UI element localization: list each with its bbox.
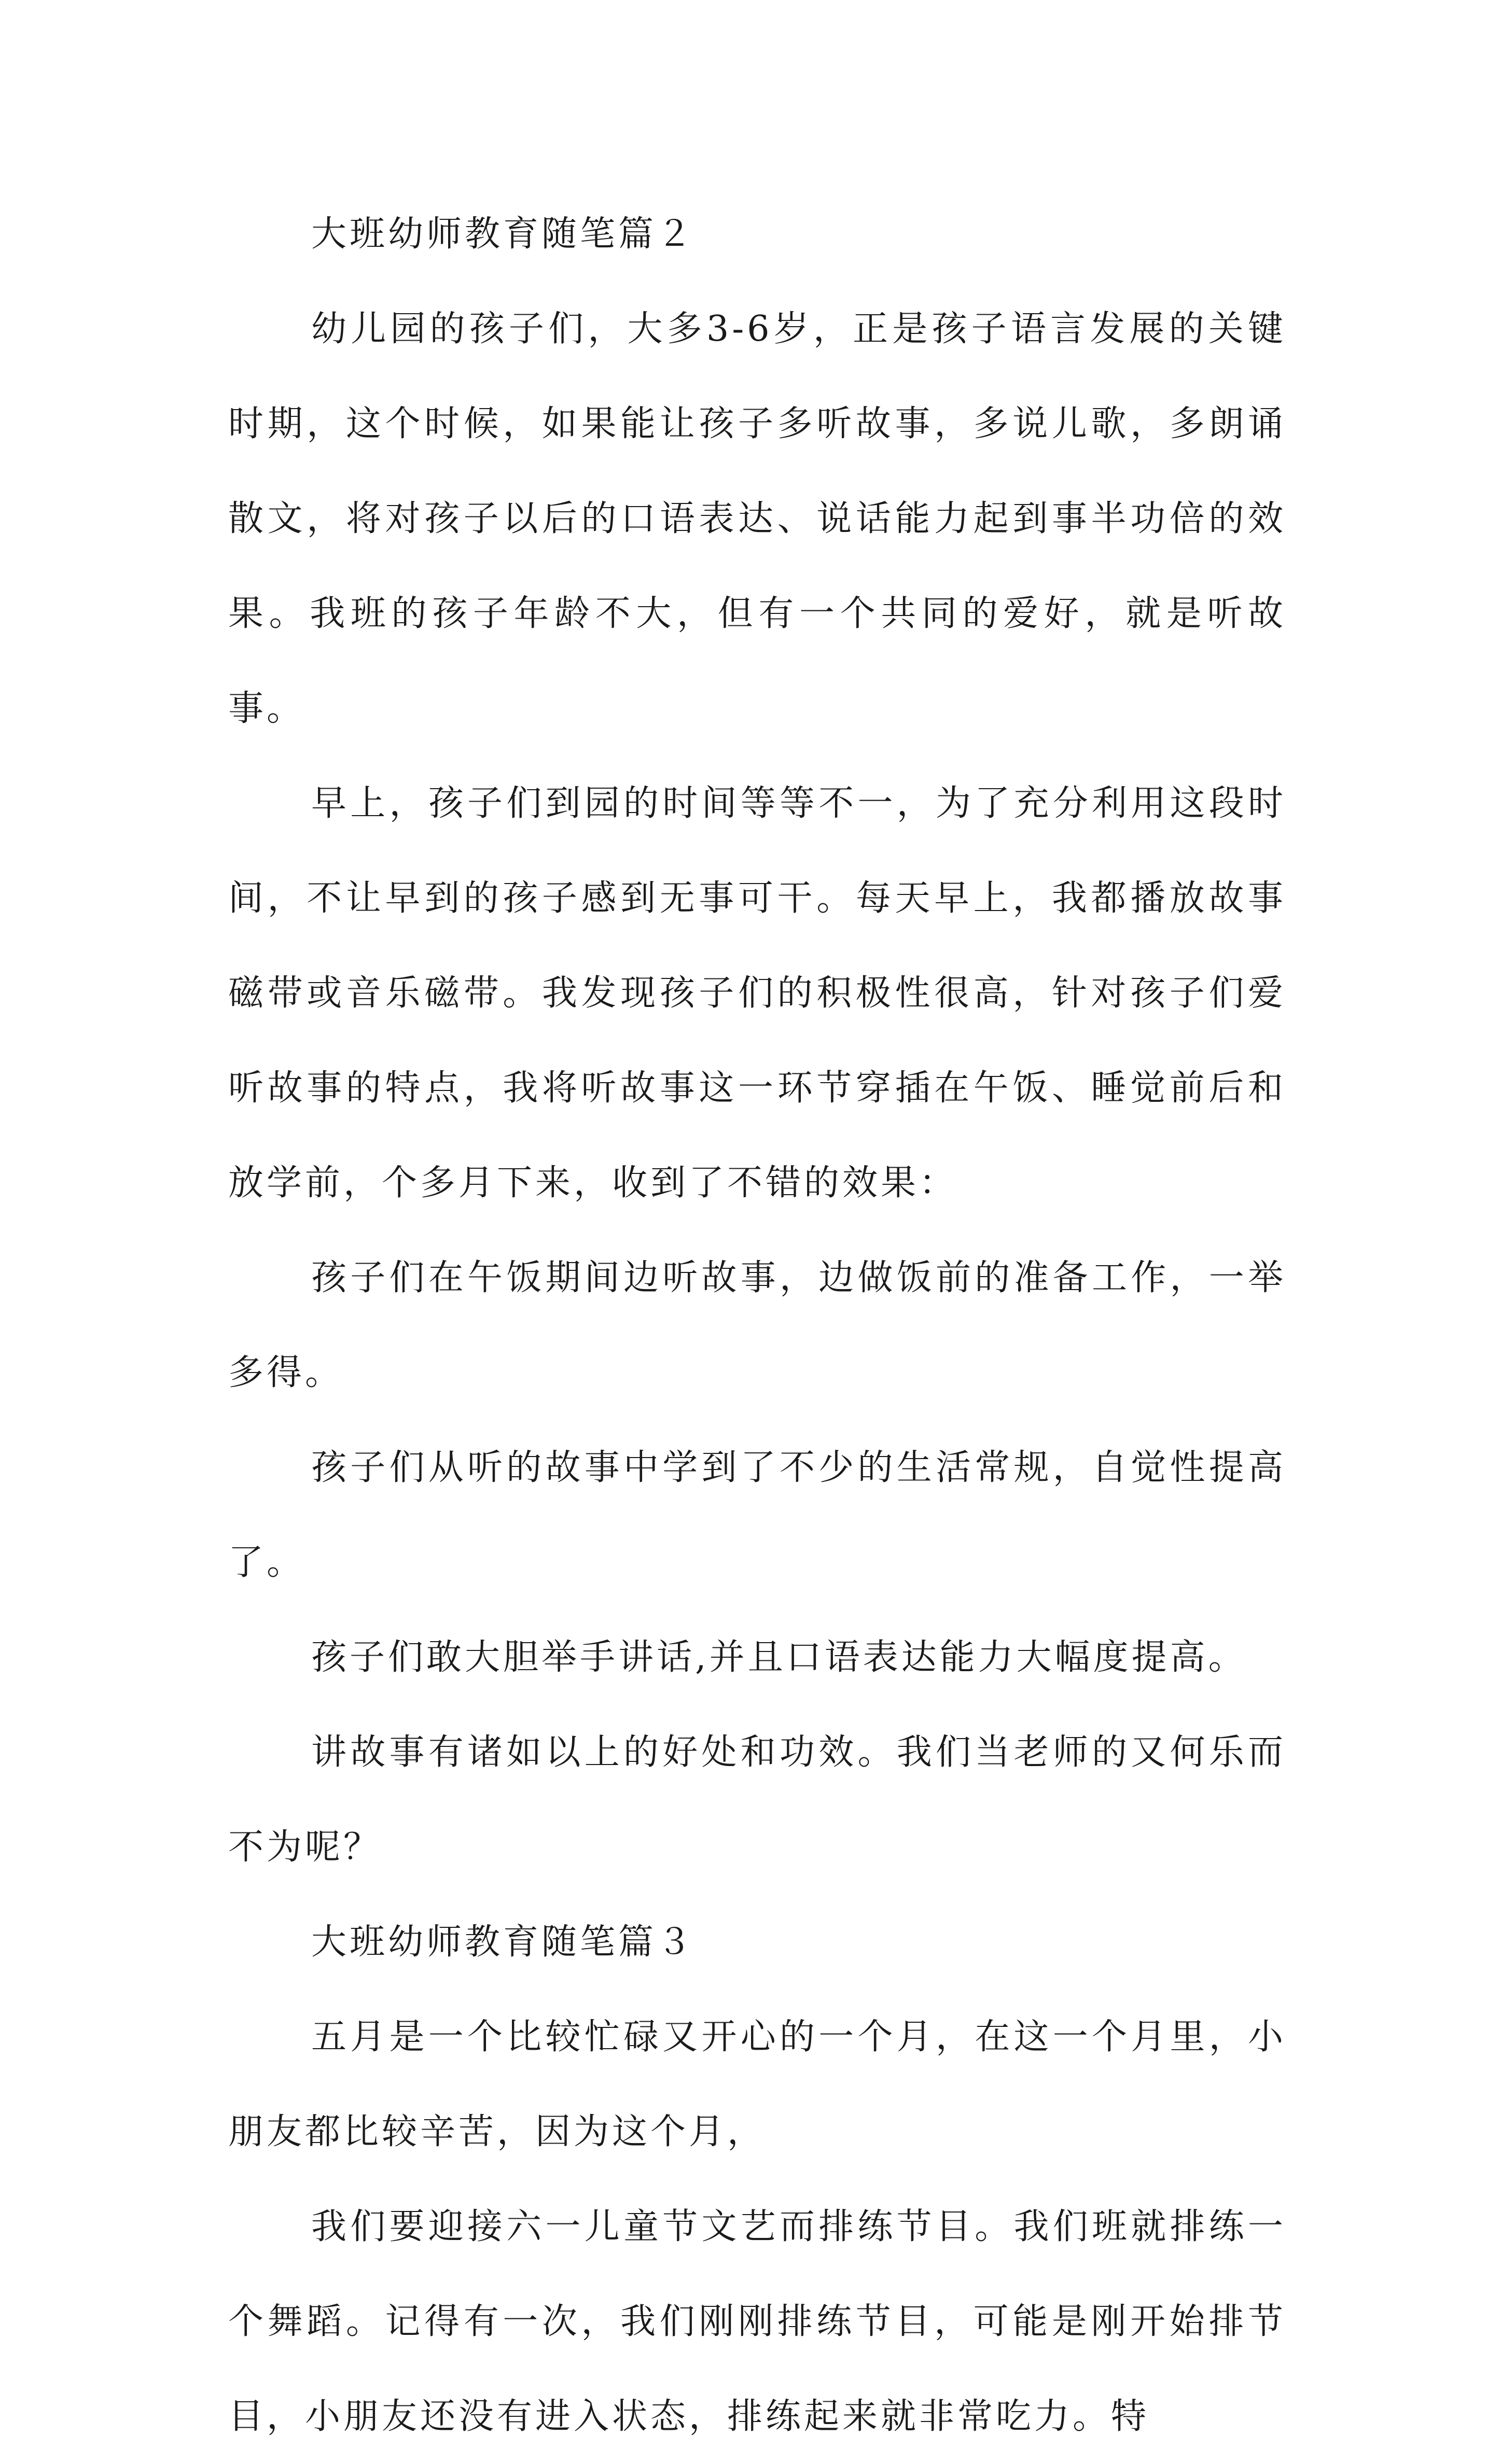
paragraph: 孩子们敢大胆举手讲话,并且口语表达能力大幅度提高。 bbox=[311, 1637, 1247, 1678]
paragraph: 孩子们从听的故事中学到了不少的生活常规，自觉性提高了。 bbox=[228, 1447, 1286, 1583]
document-body bbox=[228, 187, 1286, 2464]
paragraph: 幼儿园的孩子们，大多3-6岁，正是孩子语言发展的关键时期，这个时候，如果能让孩子多听故事，多说儿歌，多朗诵散文，将对孩子以后的口语表达、说话能力起到事半功倍的效果。我班的孩子年龄不大，但有一个共同的爱好，就是听故事。 bbox=[228, 309, 1286, 729]
paragraph: 早上，孩子们到园的时间等等不一，为了充分利用这段时间，不让早到的孩子感到无事可干。每天早上，我都播放故事磁带或音乐磁带。我发现孩子们的积极性很高，针对孩子们爱听故事的特点，我将听故事这一环节穿插在午饭、睡觉前后和放学前，个多月下来，收到了不错的效果： bbox=[228, 783, 1286, 1203]
paragraph: 我们要迎接六一儿童节文艺而排练节目。我们班就排练一个舞蹈。记得有一次，我们刚刚排练节目，可能是刚开始排节目，小朋友还没有进入状态，排练起来就非常吃力。特 bbox=[228, 2206, 1286, 2437]
section-heading: 大班幼师教育随笔篇２ bbox=[311, 214, 696, 255]
section-heading: 大班幼师教育随笔篇３ bbox=[311, 1922, 696, 1963]
paragraph: 孩子们在午饭期间边听故事，边做饭前的准备工作，一举多得。 bbox=[228, 1257, 1286, 1393]
paragraph: 五月是一个比较忙碌又开心的一个月，在这一个月里，小朋友都比较辛苦，因为这个月， bbox=[228, 2017, 1286, 2152]
paragraph: 讲故事有诸如以上的好处和功效。我们当老师的又何乐而不为呢？ bbox=[228, 1732, 1286, 1868]
